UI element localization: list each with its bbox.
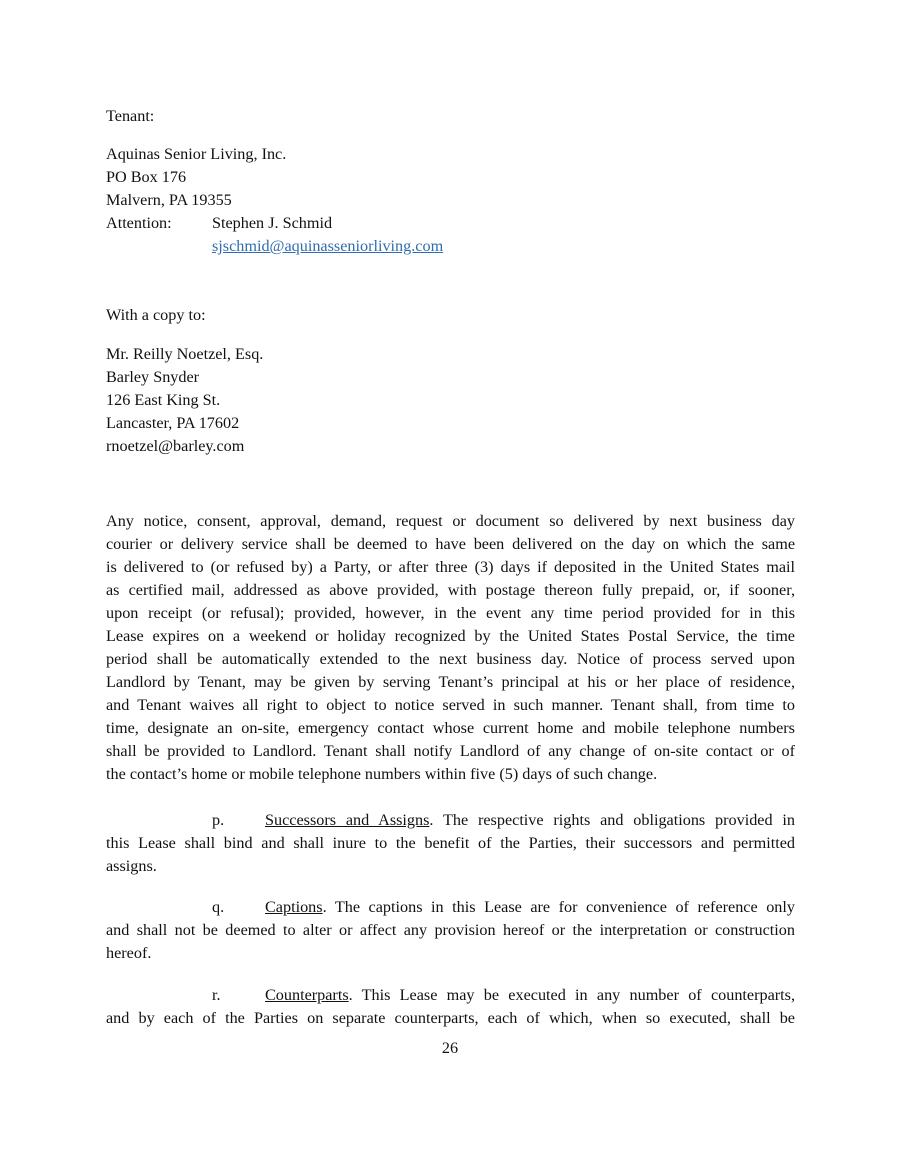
section-r xyxy=(106,984,795,1030)
copy-email: rnoetzel@barley.com xyxy=(106,437,245,455)
section-q xyxy=(106,896,795,965)
section-first-line-text: . The captions in this Lease are for convenience of reference only xyxy=(322,898,795,916)
section-letter: p. xyxy=(212,811,225,829)
paragraph-line: and shall not be deemed to alter or affect any provision hereof or the interpretation or construction xyxy=(106,921,795,939)
tenant-name: Aquinas Senior Living, Inc. xyxy=(106,145,287,163)
section-first-line-text: . The respective rights and obligations provided in xyxy=(429,811,795,829)
paragraph-line: Landlord by Tenant, may be given by serving Tenant’s principal at his or her place of residence, xyxy=(106,673,795,691)
notice-paragraph xyxy=(106,510,795,786)
attention-email-link[interactable]: sjschmid@aquinasseniorliving.com xyxy=(212,237,444,255)
tenant-address-line-1: PO Box 176 xyxy=(106,168,187,186)
paragraph-line: Lease expires on a weekend or holiday recognized by the United States Postal Service, the time xyxy=(106,627,795,645)
tenant-heading: Tenant: xyxy=(106,107,155,125)
section-title: Counterparts xyxy=(265,986,349,1004)
copy-address-line-1: 126 East King St. xyxy=(106,391,221,409)
paragraph-line: the contact’s home or mobile telephone numbers within five (5) days of such change. xyxy=(106,765,658,783)
paragraph-line: assigns. xyxy=(106,857,157,875)
section-first-line xyxy=(106,896,795,919)
paragraph-line: time, designate an on-site, emergency contact whose current home and mobile telephone numbers xyxy=(106,719,795,737)
page-number: 26 xyxy=(441,1039,459,1057)
paragraph-line: as certified mail, addressed as above provided, with postage thereon fully prepaid, or, if sooner, xyxy=(106,581,795,599)
paragraph-line: hereof. xyxy=(106,944,152,962)
section-letter: q. xyxy=(212,898,225,916)
copy-address-line-2: Lancaster, PA 17602 xyxy=(106,414,240,432)
section-letter: r. xyxy=(212,986,221,1004)
copy-name: Mr. Reilly Noetzel, Esq. xyxy=(106,345,264,363)
section-first-line-text: . This Lease may be executed in any number of counterparts, xyxy=(348,986,795,1004)
tenant-attention-row xyxy=(106,212,332,235)
paragraph-line: upon receipt (or refusal); provided, however, in the event any time period provided for in this xyxy=(106,604,795,622)
tenant-address-line-2: Malvern, PA 19355 xyxy=(106,191,232,209)
copy-heading: With a copy to: xyxy=(106,306,206,324)
paragraph-line: period shall be automatically extended to the next business day. Notice of process served upon xyxy=(106,650,795,668)
section-first-line xyxy=(106,809,795,832)
paragraph-line: this Lease shall bind and shall inure to the benefit of the Parties, their successors and permitted xyxy=(106,834,795,852)
attention-email-row xyxy=(212,235,443,258)
paragraph-line: is delivered to (or refused by) a Party, or after three (3) days if deposited in the United States mail xyxy=(106,558,795,576)
copy-firm: Barley Snyder xyxy=(106,368,200,386)
paragraph-line: Any notice, consent, approval, demand, request or document so delivered by next business day xyxy=(106,512,795,530)
paragraph-line: courier or delivery service shall be deemed to have been delivered on the day on which the same xyxy=(106,535,795,553)
paragraph-line: shall be provided to Landlord. Tenant shall notify Landlord of any change of on-site contact or of xyxy=(106,742,795,760)
paragraph-line: and by each of the Parties on separate counterparts, each of which, when so executed, shall be xyxy=(106,1009,795,1027)
section-p xyxy=(106,809,795,878)
section-first-line xyxy=(106,984,795,1007)
paragraph-line: and Tenant waives all right to object to notice served in such manner. Tenant shall, from time to xyxy=(106,696,795,714)
section-title: Captions xyxy=(265,898,323,916)
attention-name: Stephen J. Schmid xyxy=(212,214,333,232)
attention-label: Attention: xyxy=(106,214,172,232)
section-title: Successors and Assigns xyxy=(265,811,430,829)
